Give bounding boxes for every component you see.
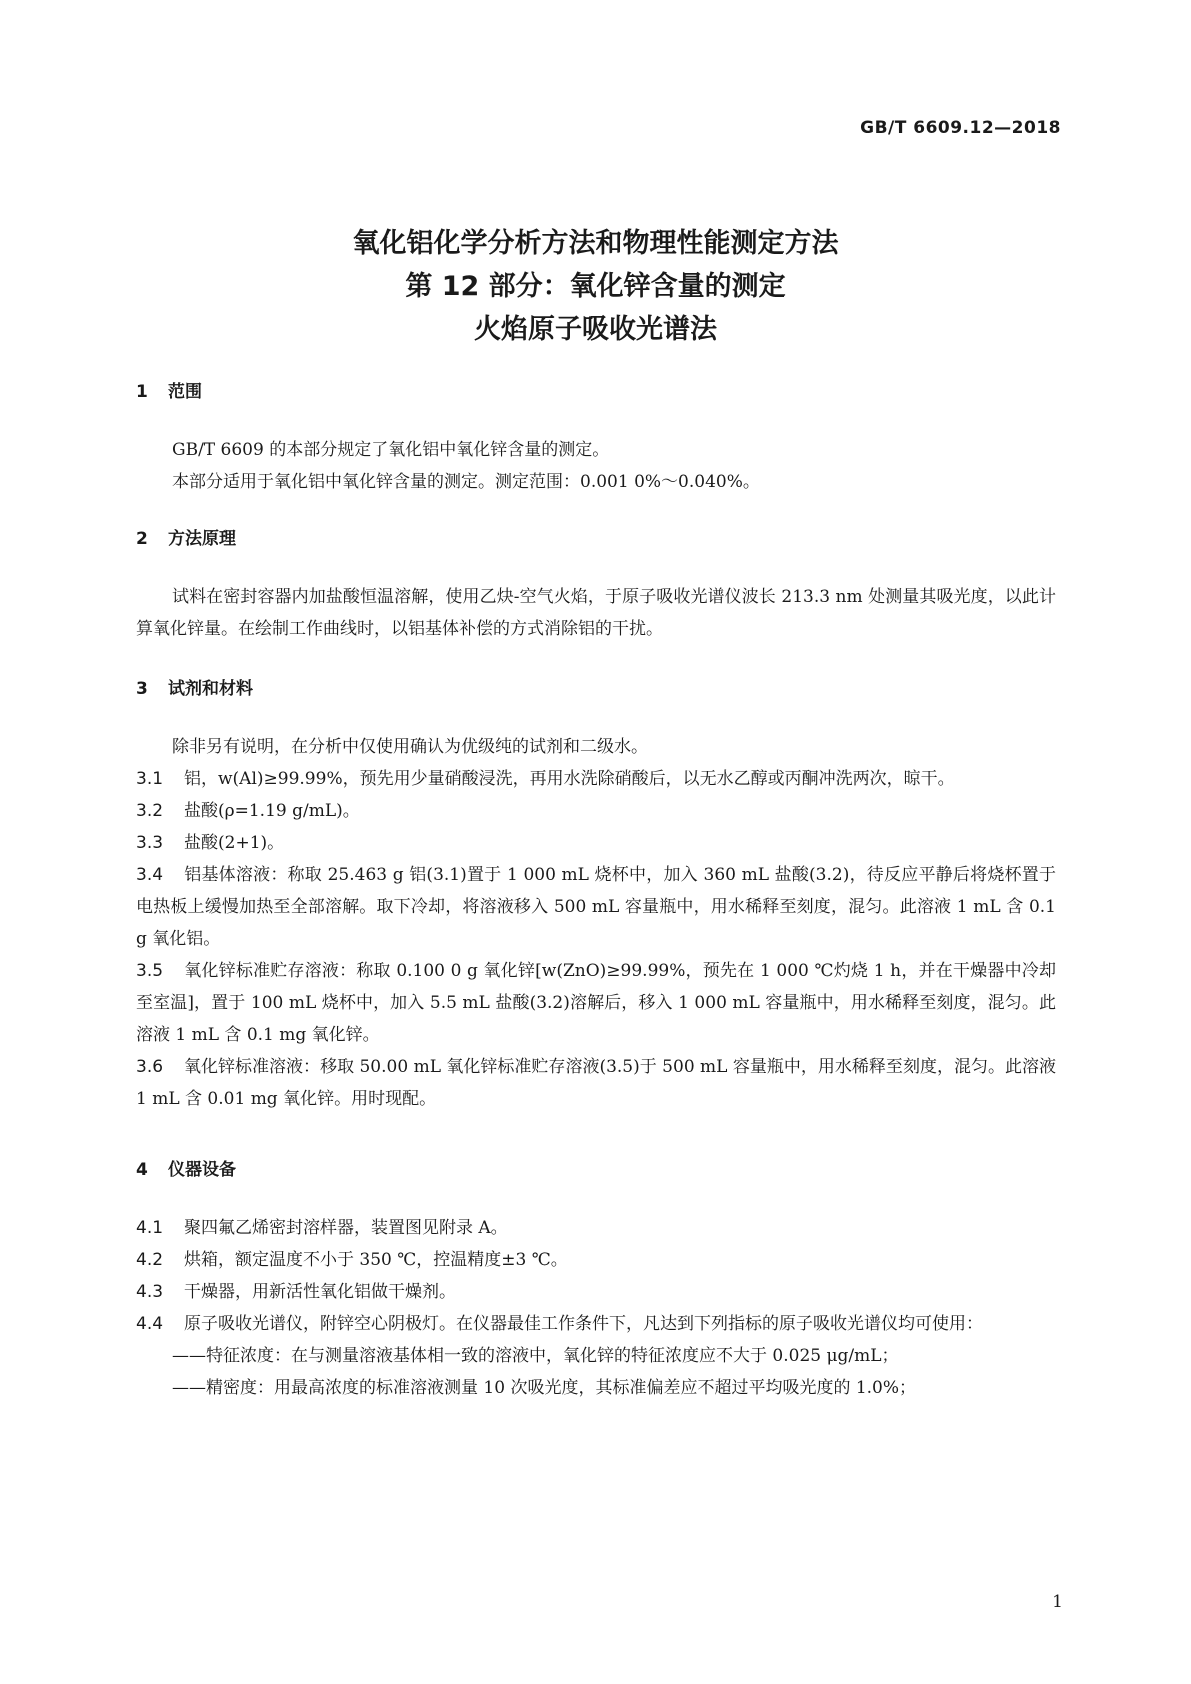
section-title: 范围: [168, 382, 202, 402]
section-1-heading: [136, 380, 1056, 404]
clause-text: 聚四氟乙烯密封溶样器，装置图见附录 A。: [184, 1218, 508, 1238]
clause-3-2: [136, 795, 1056, 827]
clause-text: 原子吸收光谱仪，附锌空心阴极灯。在仪器最佳工作条件下，凡达到下列指标的原子吸收光谱仪均可使用：: [184, 1314, 983, 1334]
dash-list-item: ——精密度：用最高浓度的标准溶液测量 10 次吸光度，其标准偏差应不超过平均吸光度的 1.0%；: [172, 1378, 917, 1398]
clause-text: 氧化锌标准溶液：移取 50.00 mL 氧化锌标准贮存溶液(3.5)于 500 mL 容量瓶中，用水稀释至刻度，混匀。此溶液 1 mL 含 0.01 mg 氧化锌。用时现配。: [136, 1057, 1056, 1109]
clause-text: 盐酸(2+1)。: [184, 833, 285, 853]
clause-3-3: [136, 827, 1056, 859]
title-line-1: 氧化铝化学分析方法和物理性能测定方法: [352, 228, 839, 259]
clause-number: 3.5: [136, 961, 164, 981]
title-line-3: 火焰原子吸收光谱法: [474, 314, 717, 345]
clause-number: 4.2: [136, 1250, 164, 1270]
section-4-heading: [136, 1158, 1056, 1182]
section-title: 方法原理: [168, 529, 236, 549]
title-line-2: 第 12 部分：氧化锌含量的测定: [405, 271, 786, 302]
paragraph: 试料在密封容器内加盐酸恒温溶解，使用乙炔-空气火焰，于原子吸收光谱仪波长 213.3 nm 处测量其吸光度，以此计算氧化锌量。在绘制工作曲线时，以铝基体补偿的方式消除铝的干扰。: [136, 587, 1056, 639]
clause-number: 3.1: [136, 769, 164, 789]
section-2-body: [136, 581, 1056, 645]
section-number: 2: [136, 529, 148, 549]
clause-number: 3.3: [136, 833, 164, 853]
clause-3-5: [136, 955, 1056, 1051]
dash-list-item: ——特征浓度：在与测量溶液基体相一致的溶液中，氧化锌的特征浓度应不大于 0.025 μg/mL；: [172, 1346, 899, 1366]
section-3-body: [136, 731, 1056, 1115]
clause-4-2: [136, 1244, 1056, 1276]
clause-3-6: [136, 1051, 1056, 1115]
document-number: GB/T 6609.12—2018: [860, 118, 1061, 138]
paragraph: GB/T 6609 的本部分规定了氧化铝中氧化锌含量的测定。: [172, 440, 610, 460]
clause-number: 4.4: [136, 1314, 164, 1334]
clause-number: 4.3: [136, 1282, 164, 1302]
clause-number: 3.4: [136, 865, 164, 885]
section-3-heading: [136, 677, 1056, 701]
section-number: 3: [136, 679, 148, 699]
clause-number: 4.1: [136, 1218, 164, 1238]
clause-4-4: [136, 1308, 1056, 1340]
section-title: 试剂和材料: [168, 679, 253, 699]
document-title: [0, 222, 1191, 351]
clause-text: 铝，w(Al)≥99.99%，预先用少量硝酸浸洗，再用水洗除硝酸后，以无水乙醇或丙酮冲洗两次，晾干。: [184, 769, 955, 789]
page-number: 1: [1052, 1592, 1063, 1612]
clause-3-1: [136, 763, 1056, 795]
section-number: 1: [136, 382, 148, 402]
clause-text: 铝基体溶液：称取 25.463 g 铝(3.1)置于 1 000 mL 烧杯中，加入 360 mL 盐酸(3.2)，待反应平静后将烧杯置于电热板上缓慢加热至全部溶解。取下冷却，将溶液移入 500 mL 容量瓶中，用水稀释至刻度，混匀。此溶液 1 mL 含 0.1 g 氧化铝。: [136, 865, 1056, 949]
clause-number: 3.2: [136, 801, 164, 821]
clause-text: 盐酸(ρ=1.19 g/mL)。: [184, 801, 360, 821]
section-number: 4: [136, 1160, 148, 1180]
clause-4-3: [136, 1276, 1056, 1308]
clause-number: 3.6: [136, 1057, 164, 1077]
clause-3-4: [136, 859, 1056, 955]
section-1-body: [136, 434, 1056, 498]
paragraph: 本部分适用于氧化铝中氧化锌含量的测定。测定范围：0.001 0%～0.040%。: [172, 472, 760, 492]
section-2-heading: [136, 527, 1056, 551]
clause-4-1: [136, 1212, 1056, 1244]
section-title: 仪器设备: [168, 1160, 236, 1180]
clause-text: 干燥器，用新活性氧化铝做干燥剂。: [184, 1282, 456, 1302]
paragraph: 除非另有说明，在分析中仅使用确认为优级纯的试剂和二级水。: [172, 737, 648, 757]
clause-text: 烘箱，额定温度不小于 350 ℃，控温精度±3 ℃。: [184, 1250, 568, 1270]
section-4-body: [136, 1212, 1056, 1404]
clause-text: 氧化锌标准贮存溶液：称取 0.100 0 g 氧化锌[w(ZnO)≥99.99%，预先在 1 000 ℃灼烧 1 h，并在干燥器中冷却至室温]，置于 100 mL 烧杯中，加入 5.5 mL 盐酸(3.2)溶解后，移入 1 000 mL 容量瓶中，用水稀释至刻度，混匀。此溶液 1 mL 含 0.1 mg 氧化锌。: [136, 961, 1056, 1045]
